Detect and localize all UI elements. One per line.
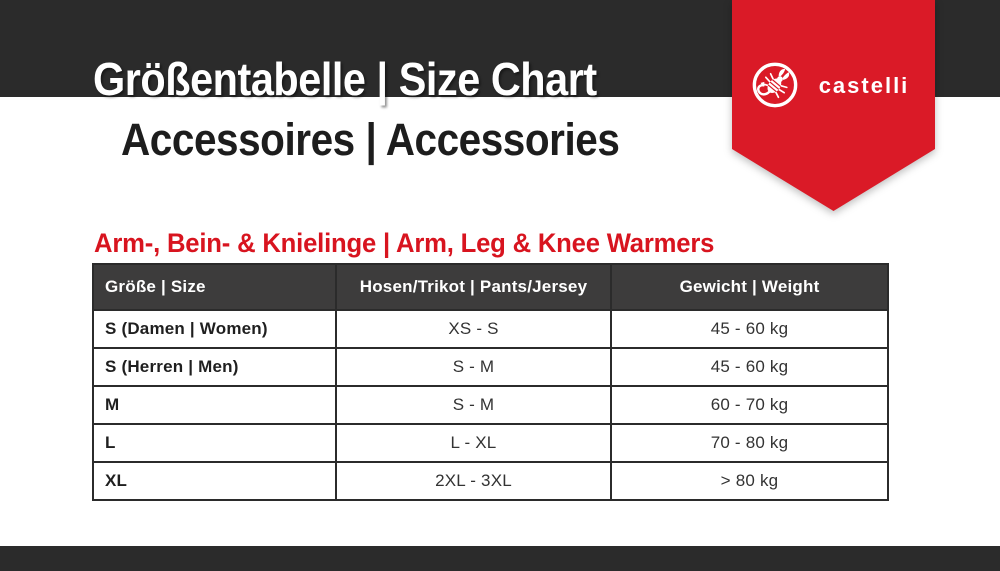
scorpion-circle-icon: [751, 61, 799, 109]
table-row: [93, 424, 888, 462]
page-subtitle: Accessoires | Accessories: [121, 114, 620, 165]
cell-weight: 45 - 60 kg: [611, 348, 888, 386]
table-header-row: [93, 264, 888, 310]
size-table: [92, 263, 889, 501]
cell-pants-jersey: S - M: [336, 386, 611, 424]
section-heading: Arm-, Bein- & Knielinge | Arm, Leg & Knee Warmers: [94, 228, 715, 258]
brand-ribbon: [732, 0, 935, 212]
cell-size: M: [93, 386, 336, 424]
cell-pants-jersey: XS - S: [336, 310, 611, 348]
cell-weight: 45 - 60 kg: [611, 310, 888, 348]
cell-pants-jersey: 2XL - 3XL: [336, 462, 611, 500]
cell-pants-jersey: S - M: [336, 348, 611, 386]
table-row: [93, 386, 888, 424]
cell-weight: 70 - 80 kg: [611, 424, 888, 462]
col-header-size: Größe | Size: [93, 264, 336, 310]
table-row: [93, 462, 888, 500]
cell-size: S (Herren | Men): [93, 348, 336, 386]
cell-size: L: [93, 424, 336, 462]
cell-weight: > 80 kg: [611, 462, 888, 500]
cell-weight: 60 - 70 kg: [611, 386, 888, 424]
brand-wordmark: castelli: [818, 73, 910, 98]
cell-size: S (Damen | Women): [93, 310, 336, 348]
table-row: [93, 348, 888, 386]
col-header-weight: Gewicht | Weight: [611, 264, 888, 310]
table-row: [93, 310, 888, 348]
col-header-pants-jersey: Hosen/Trikot | Pants/Jersey: [336, 264, 611, 310]
cell-size: XL: [93, 462, 336, 500]
page-title: Größentabelle | Size Chart: [93, 53, 597, 105]
bottom-bar: [0, 546, 1000, 571]
cell-pants-jersey: L - XL: [336, 424, 611, 462]
